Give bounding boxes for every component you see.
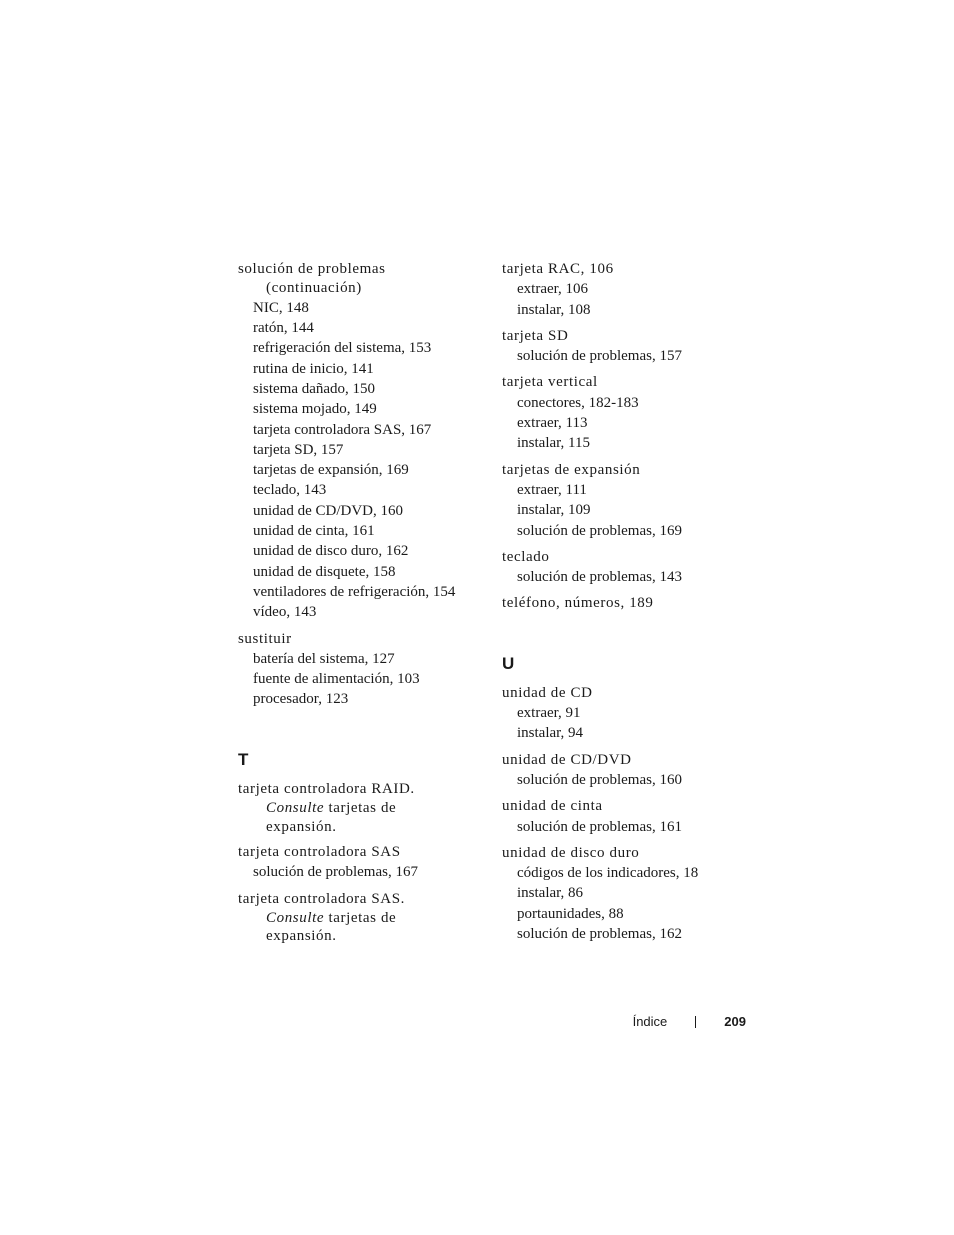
index-entry — [502, 372, 747, 453]
sub-entry: unidad de CD/DVD, 160 — [253, 502, 403, 519]
sub-entry: solución de problemas, 161 — [517, 818, 682, 835]
entry-heading: unidad de disco duro — [502, 844, 640, 861]
index-entry — [502, 326, 747, 367]
index-entry — [238, 779, 483, 836]
entry-heading: unidad de CD/DVD — [502, 751, 632, 768]
index-entry — [502, 750, 747, 791]
sub-entry: conectores, 182-183 — [517, 394, 639, 411]
index-column-right — [502, 259, 747, 950]
sub-entry: sistema dañado, 150 — [253, 380, 376, 397]
sub-entry: rutina de inicio, 141 — [253, 360, 374, 377]
sub-entry: instalar, 94 — [517, 725, 584, 742]
entry-continuation — [238, 799, 483, 818]
entry-heading: tarjeta controladora RAID. — [238, 780, 415, 797]
entry-heading: teléfono, números, 189 — [502, 595, 654, 612]
page-number: 209 — [724, 1014, 746, 1029]
sub-entry: extraer, 111 — [517, 481, 587, 498]
continuation-text: expansión. — [266, 928, 337, 945]
sub-entry: extraer, 91 — [517, 705, 581, 722]
entry-heading: unidad de CD — [502, 684, 593, 701]
see-reference: Consulte — [266, 800, 325, 817]
sub-entry: instalar, 108 — [517, 301, 591, 318]
sub-entry: vídeo, 143 — [253, 604, 317, 621]
sub-entry: ventiladores de refrigeración, 154 — [253, 583, 456, 600]
entry-heading: tarjeta vertical — [502, 374, 598, 391]
sub-entry: solución de problemas, 160 — [517, 771, 682, 788]
continuation-text: (continuación) — [266, 280, 362, 297]
entry-heading: tarjeta RAC, 106 — [502, 261, 614, 277]
entry-heading: sustituir — [238, 630, 292, 647]
sub-entry: solución de problemas, 162 — [517, 926, 682, 943]
index-entry — [238, 259, 483, 623]
sub-entry: solución de problemas, 143 — [517, 569, 682, 586]
sub-entry: teclado, 143 — [253, 482, 327, 499]
entry-heading: teclado — [502, 548, 550, 565]
index-entry — [238, 889, 483, 946]
continuation-text: tarjetas de — [328, 909, 397, 926]
sub-entry: fuente de alimentación, 103 — [253, 671, 420, 688]
index-entry — [502, 593, 747, 613]
entry-continuation — [238, 818, 483, 837]
index-entry — [502, 843, 747, 944]
entry-heading: tarjeta SD — [502, 327, 569, 344]
continuation-text: tarjetas de — [328, 800, 397, 817]
sub-entry: tarjeta controladora SAS, 167 — [253, 421, 432, 438]
sub-entry: extraer, 113 — [517, 415, 588, 432]
sub-entry: instalar, 109 — [517, 502, 591, 519]
sub-entry: NIC, 148 — [253, 299, 309, 316]
sub-entry: tarjetas de expansión, 169 — [253, 462, 409, 479]
entry-heading: tarjetas de expansión — [502, 461, 641, 478]
entry-continuation — [238, 927, 483, 946]
index-entry — [238, 842, 483, 883]
sub-entry: unidad de cinta, 161 — [253, 523, 375, 540]
sub-entry: ratón, 144 — [253, 320, 314, 337]
entry-heading: unidad de cinta — [502, 798, 603, 815]
sub-entry: solución de problemas, 169 — [517, 522, 682, 539]
index-entry — [502, 796, 747, 837]
footer-separator — [695, 1016, 696, 1028]
index-entry — [502, 547, 747, 588]
entry-continuation — [238, 279, 483, 298]
entry-heading: solución de problemas — [238, 261, 386, 277]
sub-entry: solución de problemas, 157 — [517, 348, 682, 365]
page-footer — [633, 1014, 746, 1029]
sub-entry: procesador, 123 — [253, 691, 349, 708]
sub-entry: sistema mojado, 149 — [253, 401, 377, 418]
sub-entry: unidad de disquete, 158 — [253, 563, 396, 580]
sub-entry: unidad de disco duro, 162 — [253, 543, 409, 560]
index-entry — [238, 629, 483, 710]
sub-entry: portaunidades, 88 — [517, 905, 624, 922]
sub-entry: refrigeración del sistema, 153 — [253, 340, 432, 357]
index-column-left — [238, 259, 483, 952]
index-entry — [502, 683, 747, 744]
entry-heading: tarjeta controladora SAS — [238, 844, 401, 861]
section-letter: T — [238, 749, 249, 769]
sub-entry: extraer, 106 — [517, 281, 589, 298]
sub-entry: instalar, 86 — [517, 885, 584, 902]
entry-continuation — [238, 909, 483, 928]
sub-entry: instalar, 115 — [517, 435, 590, 452]
footer-section-title: Índice — [632, 1014, 668, 1029]
index-entry — [502, 460, 747, 541]
sub-entry: códigos de los indicadores, 18 — [517, 865, 699, 882]
section-letter: U — [502, 653, 515, 673]
continuation-text: expansión. — [266, 818, 337, 835]
sub-entry: batería del sistema, 127 — [253, 650, 395, 667]
entry-heading: tarjeta controladora SAS. — [238, 890, 406, 907]
sub-entry: solución de problemas, 167 — [253, 864, 418, 881]
see-reference: Consulte — [266, 909, 325, 926]
index-entry — [502, 259, 747, 320]
sub-entry: tarjeta SD, 157 — [253, 441, 344, 458]
